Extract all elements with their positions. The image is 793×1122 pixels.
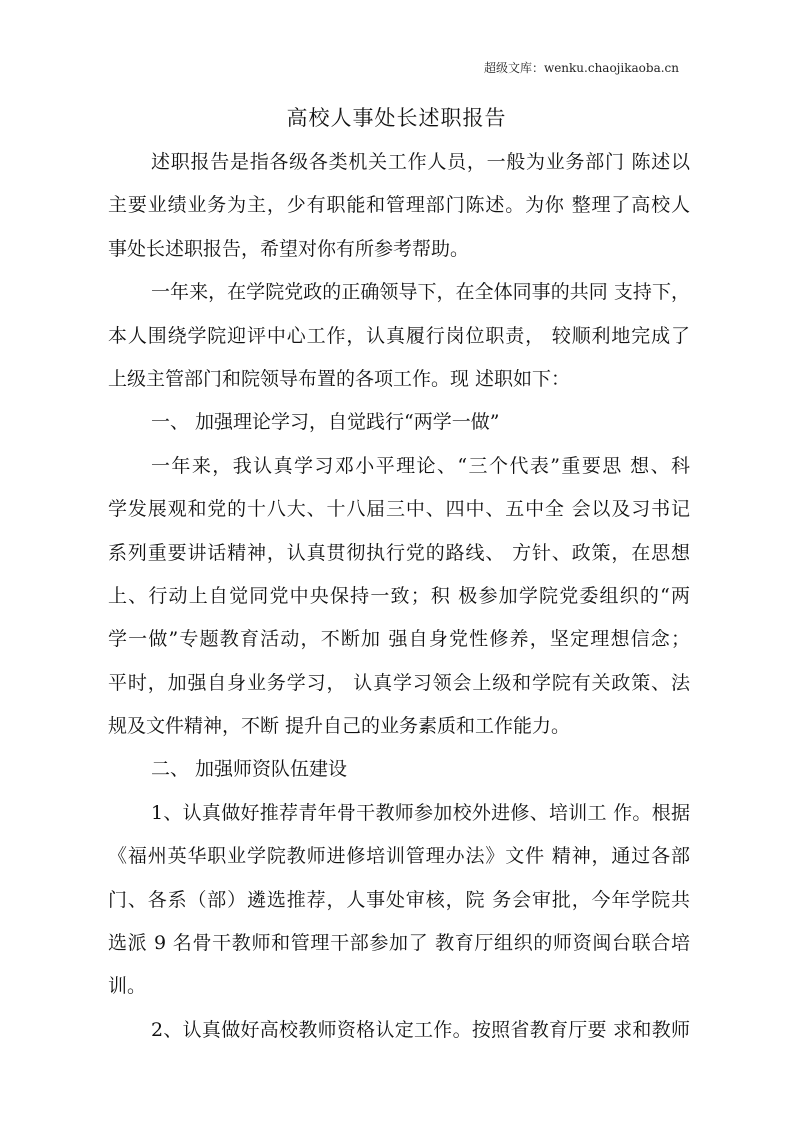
text-line: 规及文件精神，不断 提升自己的业务素质和工作能力。 <box>108 715 571 738</box>
text-line: 学发展观和党的十八大、十八届三中、四中、五中全 会以及习书记 <box>108 498 690 521</box>
page-header-source: 超级文库：wenku.chaojikaoba.cn <box>483 61 679 75</box>
text-line: 门、各系（部）遴选推荐，人事处审核，院 务会审批，今年学院共 <box>108 888 690 911</box>
text-line: 主要业绩业务为主，少有职能和管理部门陈述。为你 整理了高校人 <box>108 194 690 217</box>
text-line: 2、认真做好高校教师资格认定工作。按照省教育厅要 求和教师 <box>151 1018 690 1041</box>
text-line: 系列重要讲话精神，认真贯彻执行党的路线、 方针、政策，在思想 <box>108 541 690 564</box>
text-line: 二、 加强师资队伍建设 <box>151 758 348 781</box>
text-line: 训。 <box>108 975 147 998</box>
text-line: 上、行动上自觉同党中央保持一致；积 极参加学院党委组织的“两 <box>108 584 690 607</box>
text-line: 选派 9 名骨干教师和管理干部参加了 教育厅组织的师资闽台联合培 <box>108 932 690 955</box>
text-line: 本人围绕学院迎评中心工作，认真履行岗位职责， 较顺利地完成了 <box>108 324 690 347</box>
text-line: 一年来，在学院党政的正确领导下，在全体同事的共同 支持下， <box>151 281 690 304</box>
document-body <box>108 147 690 1058</box>
text-line: 述职报告是指各级各类机关工作人员，一般为业务部门 陈述以 <box>151 151 690 173</box>
text-line: 上级主管部门和院领导布置的各项工作。现 述职如下： <box>108 367 571 390</box>
text-line: 学一做”专题教育活动，不断加 强自身党性修养，坚定理想信念； <box>108 628 690 651</box>
text-line: 一年来，我认真学习邓小平理论、“三个代表”重要思 想、科 <box>151 454 690 477</box>
text-line: 事处长述职报告，希望对你有所参考帮助。 <box>108 237 470 260</box>
text-line: 一、 加强理论学习，自觉践行“两学一做” <box>151 411 500 434</box>
text-line: 《福州英华职业学院教师进修培训管理办法》文件 精神，通过各部 <box>108 845 690 868</box>
text-line: 平时，加强自身业务学习， 认真学习领会上级和学院有关政策、法 <box>108 671 690 694</box>
text-line: 1、认真做好推荐青年骨干教师参加校外进修、培训工 作。根据 <box>151 801 690 824</box>
document-title: 高校人事处长述职报告 <box>286 106 507 130</box>
